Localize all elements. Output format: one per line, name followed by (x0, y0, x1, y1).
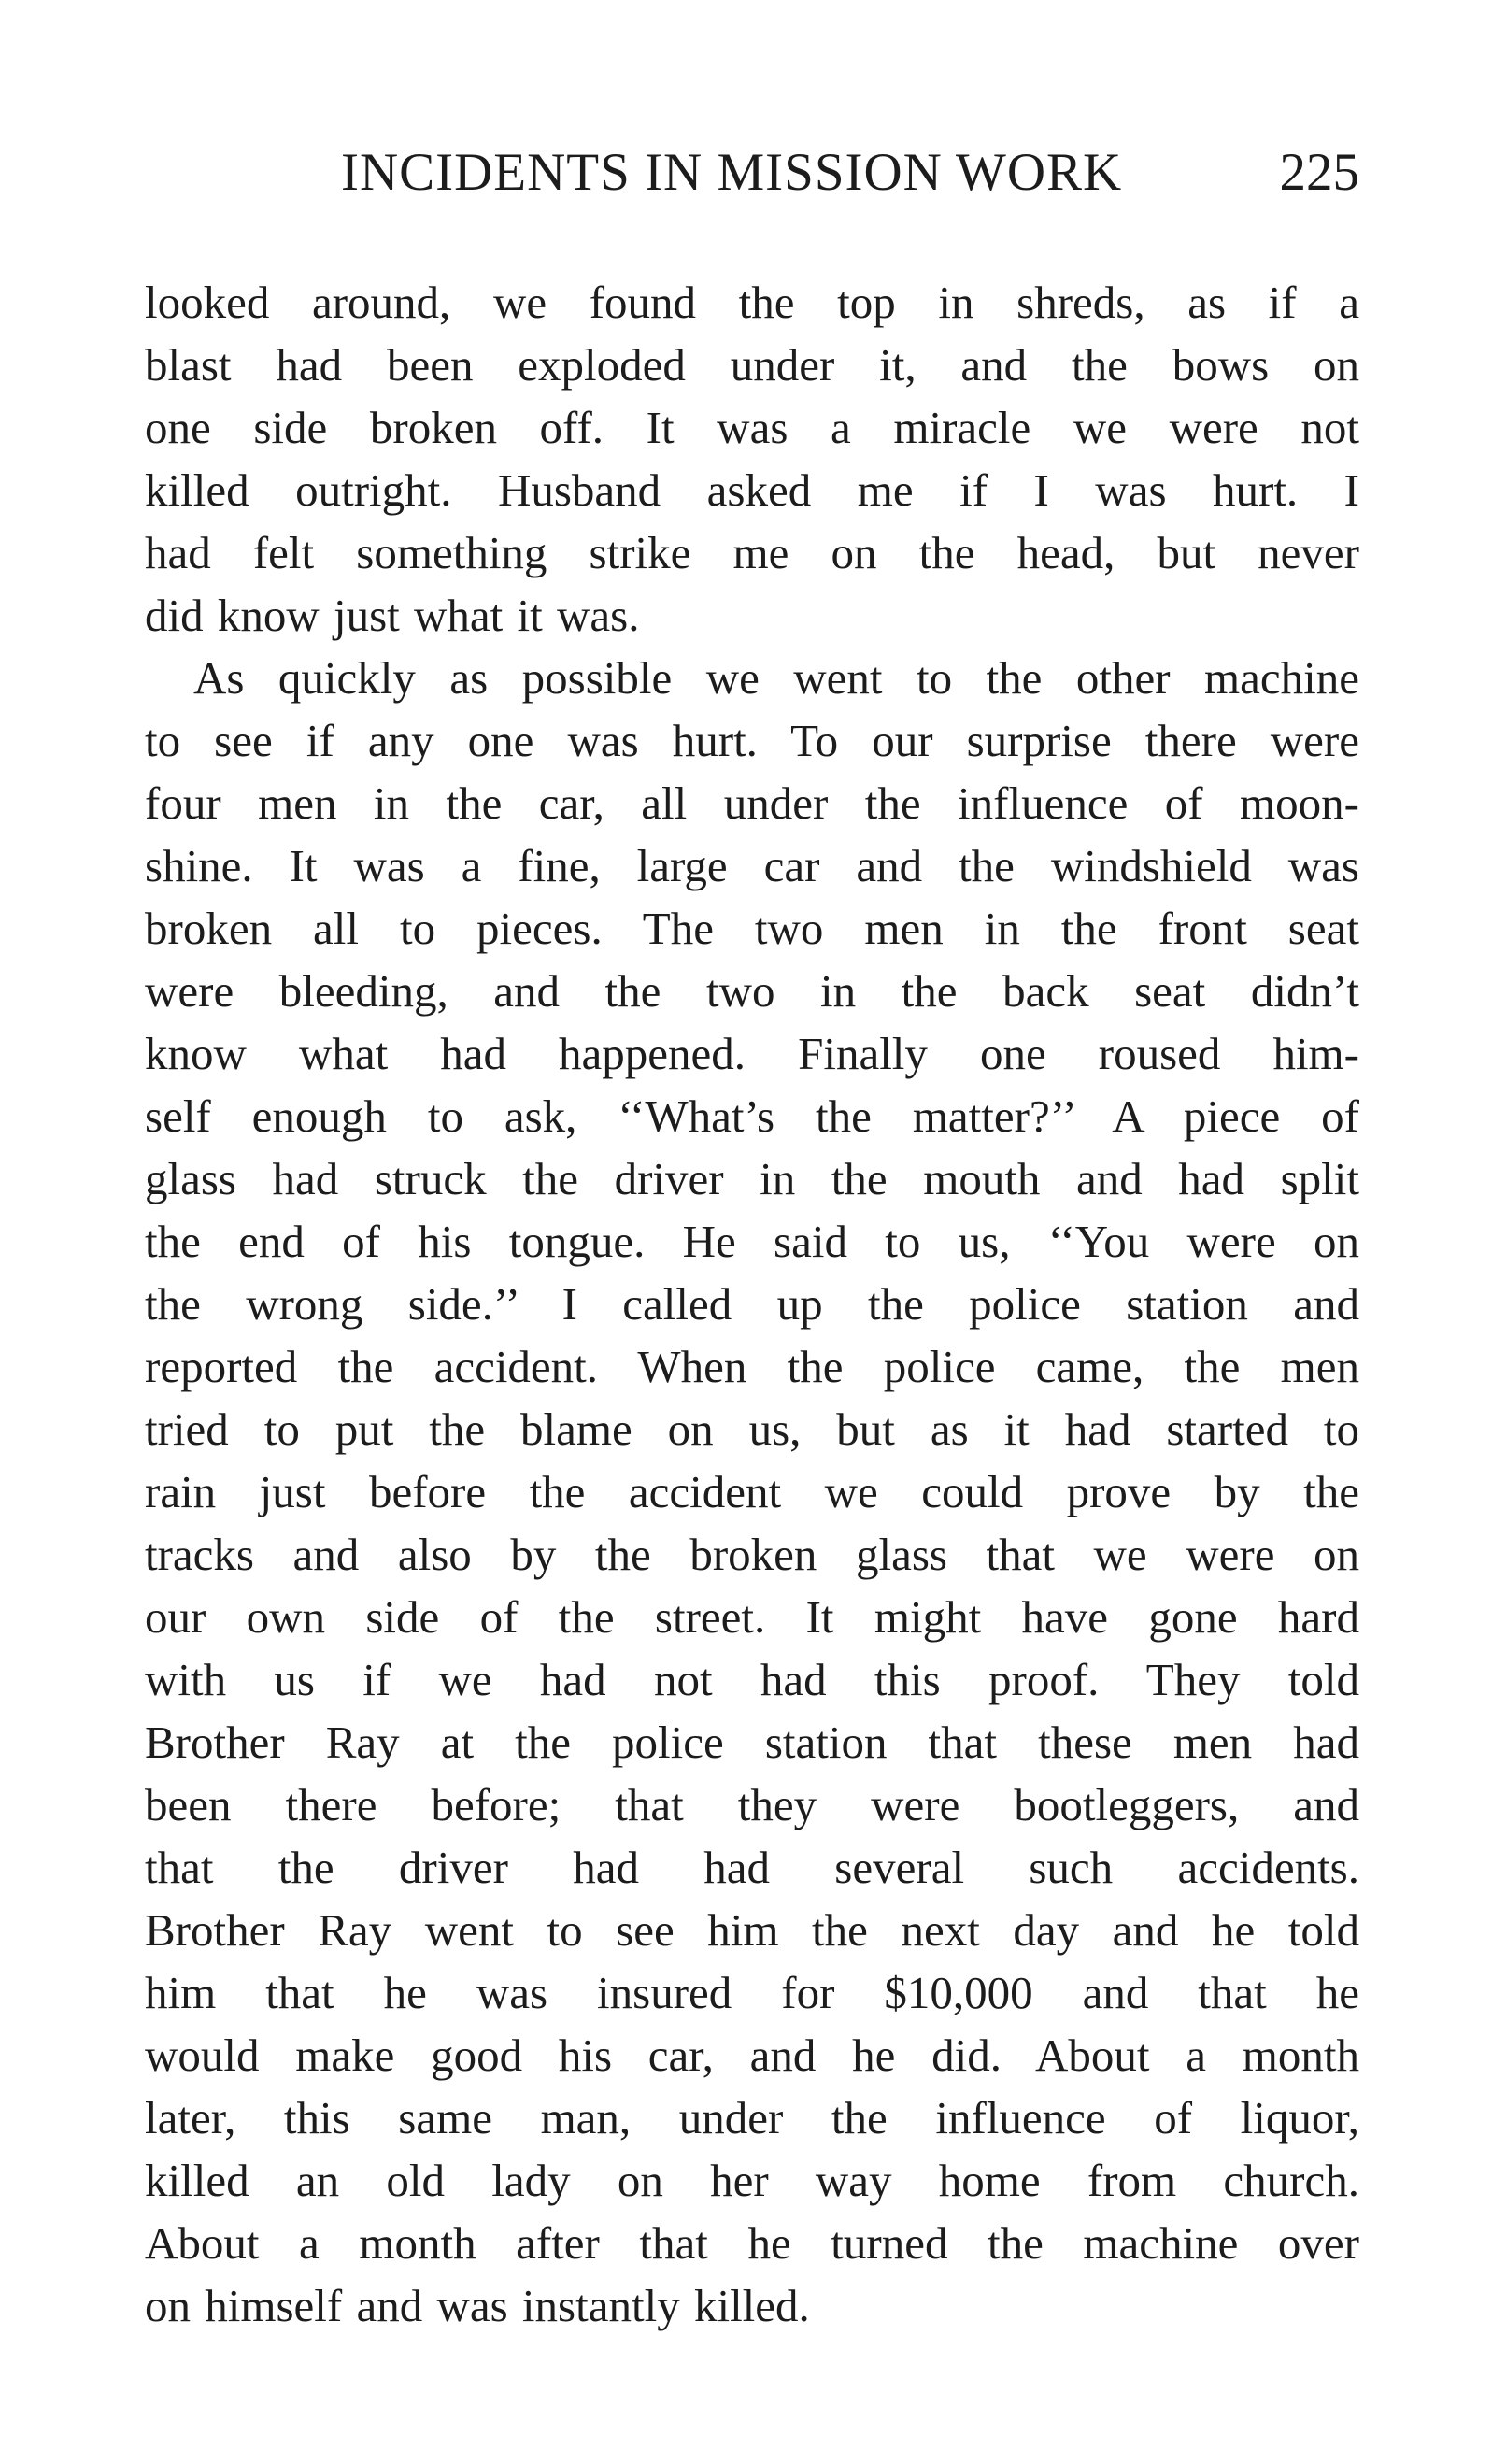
text-line: Brother Ray went to see him the next day and he told (145, 1904, 1359, 1956)
paragraph (145, 647, 1359, 2337)
text-line: one side broken off. It was a miracle we were not (145, 402, 1359, 453)
text-line: About a month after that he turned the machine over (145, 2217, 1359, 2269)
paragraph (145, 271, 1359, 647)
text-line: with us if we had not had this proof. They told (145, 1654, 1359, 1705)
text-line: looked around, we found the top in shreds, as if a (145, 277, 1359, 328)
text-line: been there before; that they were bootleggers, and (145, 1779, 1359, 1830)
text-line: on himself and was instantly killed. (145, 2280, 810, 2331)
text-line: four men in the car, all under the influence of moon- (145, 777, 1359, 829)
running-title: INCIDENTS IN MISSION WORK (341, 143, 1123, 202)
text-line: blast had been exploded under it, and the bows on (145, 339, 1359, 391)
text-line: As quickly as possible we went to the other machine (193, 652, 1359, 704)
text-line: had felt something strike me on the head, but never (145, 527, 1359, 578)
text-line: tracks and also by the broken glass that we were on (145, 1529, 1359, 1580)
text-line: our own side of the street. It might have gone hard (145, 1591, 1359, 1643)
text-line: did know just what it was. (145, 590, 640, 641)
text-line: to see if any one was hurt. To our surprise there were (145, 715, 1359, 766)
text-line: killed an old lady on her way home from church. (145, 2155, 1359, 2206)
page-number: 225 (1279, 143, 1359, 202)
text-line: self enough to ask, ‘‘What’s the matter?’’ A piece of (145, 1090, 1359, 1142)
text-line: him that he was insured for $10,000 and that he (145, 1967, 1359, 2018)
body-text (145, 271, 1359, 2337)
text-line: the end of his tongue. He said to us, ‘‘You were on (145, 1216, 1359, 1267)
text-line: killed outright. Husband asked me if I was hurt. I (145, 464, 1359, 516)
text-line: glass had struck the driver in the mouth and had split (145, 1153, 1359, 1204)
text-line: broken all to pieces. The two men in the front seat (145, 903, 1359, 954)
text-line: were bleeding, and the two in the back seat didn’t (145, 965, 1359, 1017)
text-line: rain just before the accident we could prove by the (145, 1466, 1359, 1517)
text-line: later, this same man, under the influence of liquor, (145, 2092, 1359, 2144)
text-line: Brother Ray at the police station that these men had (145, 1716, 1359, 1768)
running-head (145, 140, 1359, 206)
text-line: tried to put the blame on us, but as it had started to (145, 1403, 1359, 1455)
text-line: shine. It was a fine, large car and the windshield was (145, 840, 1359, 891)
text-line: that the driver had had several such accidents. (145, 1842, 1359, 1893)
text-line: know what had happened. Finally one roused him- (145, 1028, 1359, 1079)
text-line: reported the accident. When the police came, the men (145, 1341, 1359, 1392)
text-line: would make good his car, and he did. About a month (145, 2030, 1359, 2081)
text-line: the wrong side.’’ I called up the police station and (145, 1278, 1359, 1330)
